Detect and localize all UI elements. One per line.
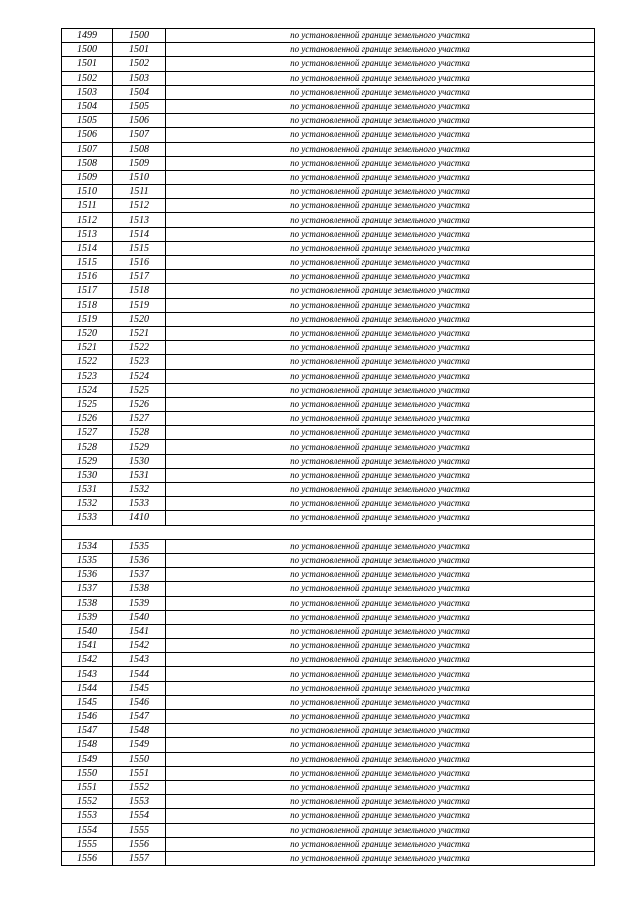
boundary-description-cell: по установленной границе земельного участка — [166, 355, 595, 369]
to-point-cell: 1555 — [113, 823, 166, 837]
table-row — [62, 780, 595, 794]
boundary-description-cell: по установленной границе земельного участка — [166, 454, 595, 468]
boundary-description-cell: по установленной границе земельного участка — [166, 71, 595, 85]
boundary-points-table — [61, 28, 595, 866]
separator-cell — [62, 525, 595, 539]
table-row — [62, 312, 595, 326]
to-point-cell: 1502 — [113, 57, 166, 71]
to-point-cell: 1554 — [113, 809, 166, 823]
boundary-description-cell: по установленной границе земельного участка — [166, 128, 595, 142]
to-point-cell: 1525 — [113, 383, 166, 397]
from-point-cell: 1512 — [62, 213, 113, 227]
to-point-cell: 1509 — [113, 156, 166, 170]
from-point-cell: 1514 — [62, 241, 113, 255]
from-point-cell: 1554 — [62, 823, 113, 837]
to-point-cell: 1535 — [113, 539, 166, 553]
table-row — [62, 341, 595, 355]
to-point-cell: 1542 — [113, 639, 166, 653]
from-point-cell: 1555 — [62, 837, 113, 851]
from-point-cell: 1519 — [62, 312, 113, 326]
boundary-description-cell: по установленной границе земельного участка — [166, 823, 595, 837]
boundary-description-cell: по установленной границе земельного участка — [166, 114, 595, 128]
table-row — [62, 667, 595, 681]
from-point-cell: 1524 — [62, 383, 113, 397]
table-row — [62, 199, 595, 213]
from-point-cell: 1518 — [62, 298, 113, 312]
table-row — [62, 170, 595, 184]
from-point-cell: 1534 — [62, 539, 113, 553]
from-point-cell: 1523 — [62, 369, 113, 383]
from-point-cell: 1511 — [62, 199, 113, 213]
boundary-description-cell: по установленной границе земельного участка — [166, 326, 595, 340]
from-point-cell: 1545 — [62, 695, 113, 709]
boundary-description-cell: по установленной границе земельного участка — [166, 497, 595, 511]
table-row — [62, 326, 595, 340]
to-point-cell: 1550 — [113, 752, 166, 766]
boundary-description-cell: по установленной границе земельного участка — [166, 199, 595, 213]
from-point-cell: 1509 — [62, 170, 113, 184]
to-point-cell: 1506 — [113, 114, 166, 128]
table-row — [62, 582, 595, 596]
boundary-description-cell: по установленной границе земельного участка — [166, 298, 595, 312]
from-point-cell: 1549 — [62, 752, 113, 766]
to-point-cell: 1530 — [113, 454, 166, 468]
to-point-cell: 1532 — [113, 483, 166, 497]
to-point-cell: 1547 — [113, 710, 166, 724]
boundary-description-cell: по установленной границе земельного участка — [166, 568, 595, 582]
from-point-cell: 1513 — [62, 227, 113, 241]
boundary-description-cell: по установленной границе земельного участка — [166, 426, 595, 440]
from-point-cell: 1535 — [62, 553, 113, 567]
to-point-cell: 1504 — [113, 85, 166, 99]
to-point-cell: 1549 — [113, 738, 166, 752]
table-row — [62, 738, 595, 752]
from-point-cell: 1507 — [62, 142, 113, 156]
to-point-cell: 1512 — [113, 199, 166, 213]
to-point-cell: 1539 — [113, 596, 166, 610]
from-point-cell: 1542 — [62, 653, 113, 667]
to-point-cell: 1501 — [113, 43, 166, 57]
from-point-cell: 1517 — [62, 284, 113, 298]
boundary-description-cell: по установленной границе земельного участка — [166, 553, 595, 567]
to-point-cell: 1516 — [113, 256, 166, 270]
to-point-cell: 1545 — [113, 681, 166, 695]
boundary-description-cell: по установленной границе земельного участка — [166, 85, 595, 99]
table-row — [62, 355, 595, 369]
table-row — [62, 241, 595, 255]
to-point-cell: 1556 — [113, 837, 166, 851]
from-point-cell: 1536 — [62, 568, 113, 582]
to-point-cell: 1511 — [113, 185, 166, 199]
from-point-cell: 1547 — [62, 724, 113, 738]
to-point-cell: 1553 — [113, 795, 166, 809]
boundary-description-cell: по установленной границе земельного участка — [166, 99, 595, 113]
from-point-cell: 1548 — [62, 738, 113, 752]
table-row — [62, 568, 595, 582]
table-row — [62, 85, 595, 99]
from-point-cell: 1528 — [62, 440, 113, 454]
boundary-description-cell: по установленной границе земельного участка — [166, 284, 595, 298]
table-row — [62, 639, 595, 653]
table-row — [62, 710, 595, 724]
to-point-cell: 1500 — [113, 29, 166, 43]
boundary-description-cell: по установленной границе земельного участка — [166, 752, 595, 766]
to-point-cell: 1541 — [113, 624, 166, 638]
to-point-cell: 1557 — [113, 851, 166, 865]
group-separator-row — [62, 525, 595, 539]
from-point-cell: 1500 — [62, 43, 113, 57]
from-point-cell: 1502 — [62, 71, 113, 85]
from-point-cell: 1551 — [62, 780, 113, 794]
from-point-cell: 1525 — [62, 397, 113, 411]
from-point-cell: 1556 — [62, 851, 113, 865]
to-point-cell: 1529 — [113, 440, 166, 454]
table-row — [62, 851, 595, 865]
to-point-cell: 1505 — [113, 99, 166, 113]
to-point-cell: 1513 — [113, 213, 166, 227]
to-point-cell: 1533 — [113, 497, 166, 511]
to-point-cell: 1537 — [113, 568, 166, 582]
table-row — [62, 29, 595, 43]
table-row — [62, 298, 595, 312]
table-row — [62, 270, 595, 284]
table-row — [62, 468, 595, 482]
boundary-description-cell: по установленной границе земельного участка — [166, 766, 595, 780]
table-row — [62, 369, 595, 383]
table-row — [62, 724, 595, 738]
boundary-description-cell: по установленной границе земельного участка — [166, 780, 595, 794]
table-row — [62, 156, 595, 170]
from-point-cell: 1538 — [62, 596, 113, 610]
from-point-cell: 1522 — [62, 355, 113, 369]
table-row — [62, 539, 595, 553]
boundary-description-cell: по установленной границе земельного участка — [166, 142, 595, 156]
to-point-cell: 1543 — [113, 653, 166, 667]
to-point-cell: 1531 — [113, 468, 166, 482]
boundary-description-cell: по установленной границе земельного участка — [166, 29, 595, 43]
to-point-cell: 1552 — [113, 780, 166, 794]
boundary-description-cell: по установленной границе земельного участка — [166, 483, 595, 497]
from-point-cell: 1510 — [62, 185, 113, 199]
to-point-cell: 1523 — [113, 355, 166, 369]
from-point-cell: 1552 — [62, 795, 113, 809]
from-point-cell: 1526 — [62, 412, 113, 426]
table-row — [62, 837, 595, 851]
boundary-description-cell: по установленной границе земельного участка — [166, 710, 595, 724]
table-row — [62, 766, 595, 780]
boundary-description-cell: по установленной границе земельного участка — [166, 43, 595, 57]
table-row — [62, 128, 595, 142]
table-row — [62, 653, 595, 667]
table-row — [62, 57, 595, 71]
boundary-description-cell: по установленной границе земельного участка — [166, 596, 595, 610]
table-row — [62, 99, 595, 113]
boundary-description-cell: по установленной границе земельного участка — [166, 837, 595, 851]
table-row — [62, 426, 595, 440]
to-point-cell: 1548 — [113, 724, 166, 738]
from-point-cell: 1527 — [62, 426, 113, 440]
from-point-cell: 1521 — [62, 341, 113, 355]
from-point-cell: 1504 — [62, 99, 113, 113]
table-row — [62, 624, 595, 638]
table-row — [62, 752, 595, 766]
table-row — [62, 383, 595, 397]
table-row — [62, 114, 595, 128]
to-point-cell: 1519 — [113, 298, 166, 312]
boundary-description-cell: по установленной границе земельного участка — [166, 695, 595, 709]
table-row — [62, 610, 595, 624]
boundary-description-cell: по установленной границе земельного участка — [166, 383, 595, 397]
from-point-cell: 1541 — [62, 639, 113, 653]
from-point-cell: 1501 — [62, 57, 113, 71]
to-point-cell: 1551 — [113, 766, 166, 780]
to-point-cell: 1536 — [113, 553, 166, 567]
boundary-description-cell: по установленной границе земельного участка — [166, 795, 595, 809]
boundary-description-cell: по установленной границе земельного участка — [166, 738, 595, 752]
from-point-cell: 1544 — [62, 681, 113, 695]
boundary-description-cell: по установленной границе земельного участка — [166, 851, 595, 865]
boundary-description-cell: по установленной границе земельного участка — [166, 213, 595, 227]
boundary-description-cell: по установленной границе земельного участка — [166, 511, 595, 525]
table-row — [62, 284, 595, 298]
to-point-cell: 1503 — [113, 71, 166, 85]
table-row — [62, 596, 595, 610]
table-row — [62, 695, 595, 709]
to-point-cell: 1524 — [113, 369, 166, 383]
boundary-description-cell: по установленной границе земельного участка — [166, 724, 595, 738]
to-point-cell: 1540 — [113, 610, 166, 624]
boundary-description-cell: по установленной границе земельного участка — [166, 667, 595, 681]
from-point-cell: 1532 — [62, 497, 113, 511]
boundary-description-cell: по установленной границе земельного участка — [166, 539, 595, 553]
to-point-cell: 1521 — [113, 326, 166, 340]
boundary-description-cell: по установленной границе земельного участка — [166, 582, 595, 596]
to-point-cell: 1410 — [113, 511, 166, 525]
boundary-description-cell: по установленной границе земельного участка — [166, 341, 595, 355]
boundary-description-cell: по установленной границе земельного участка — [166, 624, 595, 638]
to-point-cell: 1544 — [113, 667, 166, 681]
boundary-description-cell: по установленной границе земельного участка — [166, 241, 595, 255]
from-point-cell: 1543 — [62, 667, 113, 681]
from-point-cell: 1553 — [62, 809, 113, 823]
table-row — [62, 397, 595, 411]
boundary-description-cell: по установленной границе земельного участка — [166, 440, 595, 454]
from-point-cell: 1506 — [62, 128, 113, 142]
table-row — [62, 227, 595, 241]
table-row — [62, 454, 595, 468]
boundary-description-cell: по установленной границе земельного участка — [166, 156, 595, 170]
to-point-cell: 1515 — [113, 241, 166, 255]
boundary-description-cell: по установленной границе земельного участка — [166, 681, 595, 695]
table-row — [62, 71, 595, 85]
to-point-cell: 1510 — [113, 170, 166, 184]
from-point-cell: 1516 — [62, 270, 113, 284]
boundary-description-cell: по установленной границе земельного участка — [166, 610, 595, 624]
to-point-cell: 1522 — [113, 341, 166, 355]
from-point-cell: 1529 — [62, 454, 113, 468]
table-row — [62, 553, 595, 567]
table-row — [62, 412, 595, 426]
to-point-cell: 1538 — [113, 582, 166, 596]
from-point-cell: 1508 — [62, 156, 113, 170]
boundary-description-cell: по установленной границе земельного участка — [166, 227, 595, 241]
from-point-cell: 1539 — [62, 610, 113, 624]
from-point-cell: 1515 — [62, 256, 113, 270]
from-point-cell: 1530 — [62, 468, 113, 482]
boundary-description-cell: по установленной границе земельного участка — [166, 412, 595, 426]
to-point-cell: 1528 — [113, 426, 166, 440]
to-point-cell: 1514 — [113, 227, 166, 241]
to-point-cell: 1520 — [113, 312, 166, 326]
boundary-description-cell: по установленной границе земельного участка — [166, 185, 595, 199]
from-point-cell: 1531 — [62, 483, 113, 497]
from-point-cell: 1537 — [62, 582, 113, 596]
from-point-cell: 1520 — [62, 326, 113, 340]
table-row — [62, 681, 595, 695]
to-point-cell: 1518 — [113, 284, 166, 298]
boundary-description-cell: по установленной границе земельного участка — [166, 397, 595, 411]
from-point-cell: 1503 — [62, 85, 113, 99]
boundary-table-body — [62, 29, 595, 866]
boundary-description-cell: по установленной границе земельного участка — [166, 653, 595, 667]
table-row — [62, 511, 595, 525]
table-row — [62, 497, 595, 511]
boundary-description-cell: по установленной границе земельного участка — [166, 809, 595, 823]
boundary-description-cell: по установленной границе земельного участка — [166, 312, 595, 326]
to-point-cell: 1527 — [113, 412, 166, 426]
boundary-description-cell: по установленной границе земельного участка — [166, 369, 595, 383]
to-point-cell: 1546 — [113, 695, 166, 709]
from-point-cell: 1540 — [62, 624, 113, 638]
from-point-cell: 1533 — [62, 511, 113, 525]
from-point-cell: 1546 — [62, 710, 113, 724]
to-point-cell: 1517 — [113, 270, 166, 284]
boundary-description-cell: по установленной границе земельного участка — [166, 270, 595, 284]
table-row — [62, 142, 595, 156]
table-row — [62, 795, 595, 809]
table-row — [62, 809, 595, 823]
from-point-cell: 1550 — [62, 766, 113, 780]
boundary-description-cell: по установленной границе земельного участка — [166, 170, 595, 184]
boundary-description-cell: по установленной границе земельного участка — [166, 468, 595, 482]
from-point-cell: 1499 — [62, 29, 113, 43]
table-row — [62, 185, 595, 199]
to-point-cell: 1508 — [113, 142, 166, 156]
table-row — [62, 440, 595, 454]
table-row — [62, 213, 595, 227]
table-row — [62, 483, 595, 497]
to-point-cell: 1507 — [113, 128, 166, 142]
boundary-description-cell: по установленной границе земельного участка — [166, 256, 595, 270]
to-point-cell: 1526 — [113, 397, 166, 411]
table-row — [62, 823, 595, 837]
boundary-description-cell: по установленной границе земельного участка — [166, 639, 595, 653]
table-row — [62, 256, 595, 270]
from-point-cell: 1505 — [62, 114, 113, 128]
boundary-description-cell: по установленной границе земельного участка — [166, 57, 595, 71]
table-row — [62, 43, 595, 57]
